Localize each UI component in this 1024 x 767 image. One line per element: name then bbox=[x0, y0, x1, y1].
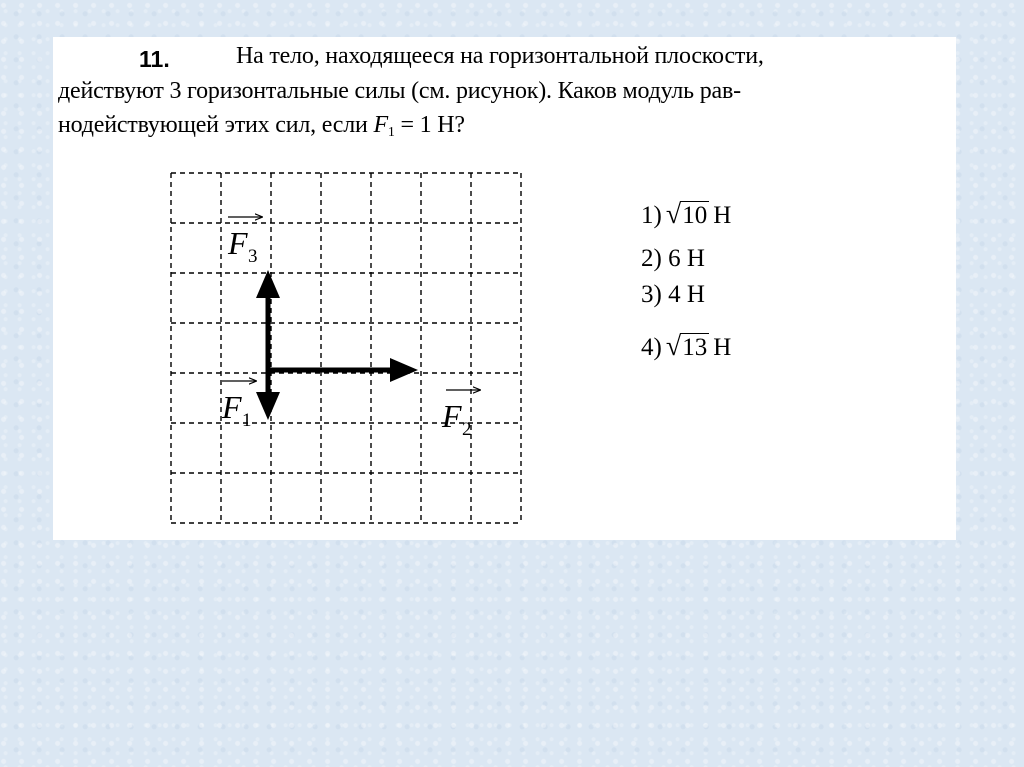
force-f3-vector bbox=[256, 270, 280, 370]
question-text-line-1: На тело, находящееся на горизонтальной плоскости, bbox=[236, 43, 764, 69]
answer-option-3-value: 4 Н bbox=[668, 281, 705, 308]
force-f2-vector bbox=[268, 358, 418, 382]
label-f1-letter: F bbox=[222, 389, 242, 425]
answer-option-1-unit: Н bbox=[713, 201, 732, 229]
answer-option-4-radicand: 13 bbox=[682, 334, 708, 361]
sqrt-symbol-option-1: √ 10 bbox=[665, 199, 708, 230]
label-f1-subscript: 1 bbox=[242, 410, 252, 431]
dashed-grid bbox=[171, 173, 521, 523]
force-f1-vector bbox=[256, 370, 280, 420]
question-text-line-3-start: нодействующей этих сил, если bbox=[58, 112, 374, 138]
label-f3-letter: F bbox=[228, 225, 248, 261]
slide-panel bbox=[53, 37, 956, 540]
answer-option-1-prefix: 1) bbox=[641, 201, 662, 229]
answer-option-1-radicand: 10 bbox=[682, 202, 708, 229]
force-f1-subscript: 1 bbox=[387, 125, 395, 140]
question-number: 11. bbox=[139, 46, 170, 72]
force-f1-variable: F bbox=[373, 112, 388, 138]
answer-options bbox=[641, 197, 841, 377]
answer-option-2-prefix: 2) bbox=[641, 245, 662, 272]
answer-option-4 bbox=[641, 333, 731, 362]
sqrt-symbol-option-4: √ 13 bbox=[665, 331, 708, 362]
label-f2 bbox=[441, 390, 480, 440]
label-f2-letter: F bbox=[442, 398, 462, 434]
answer-option-3-prefix: 3) bbox=[641, 281, 662, 308]
label-f3 bbox=[227, 217, 262, 267]
force-diagram bbox=[168, 170, 528, 530]
answer-option-3 bbox=[641, 281, 705, 309]
label-f3-subscript: 3 bbox=[248, 246, 258, 267]
label-f1 bbox=[221, 381, 256, 431]
question-text-line-3 bbox=[58, 112, 465, 141]
answer-option-4-prefix: 4) bbox=[641, 333, 662, 361]
question-text-line-3-end: = 1 Н? bbox=[394, 112, 465, 138]
answer-option-1 bbox=[641, 201, 731, 230]
answer-option-2 bbox=[641, 245, 705, 273]
answer-option-2-value: 6 Н bbox=[668, 245, 705, 272]
question-text-line-2: действуют 3 горизонтальные силы (см. рисунок). Каков модуль рав- bbox=[58, 78, 741, 104]
answer-option-4-unit: Н bbox=[713, 333, 732, 361]
label-f2-subscript: 2 bbox=[462, 419, 472, 440]
